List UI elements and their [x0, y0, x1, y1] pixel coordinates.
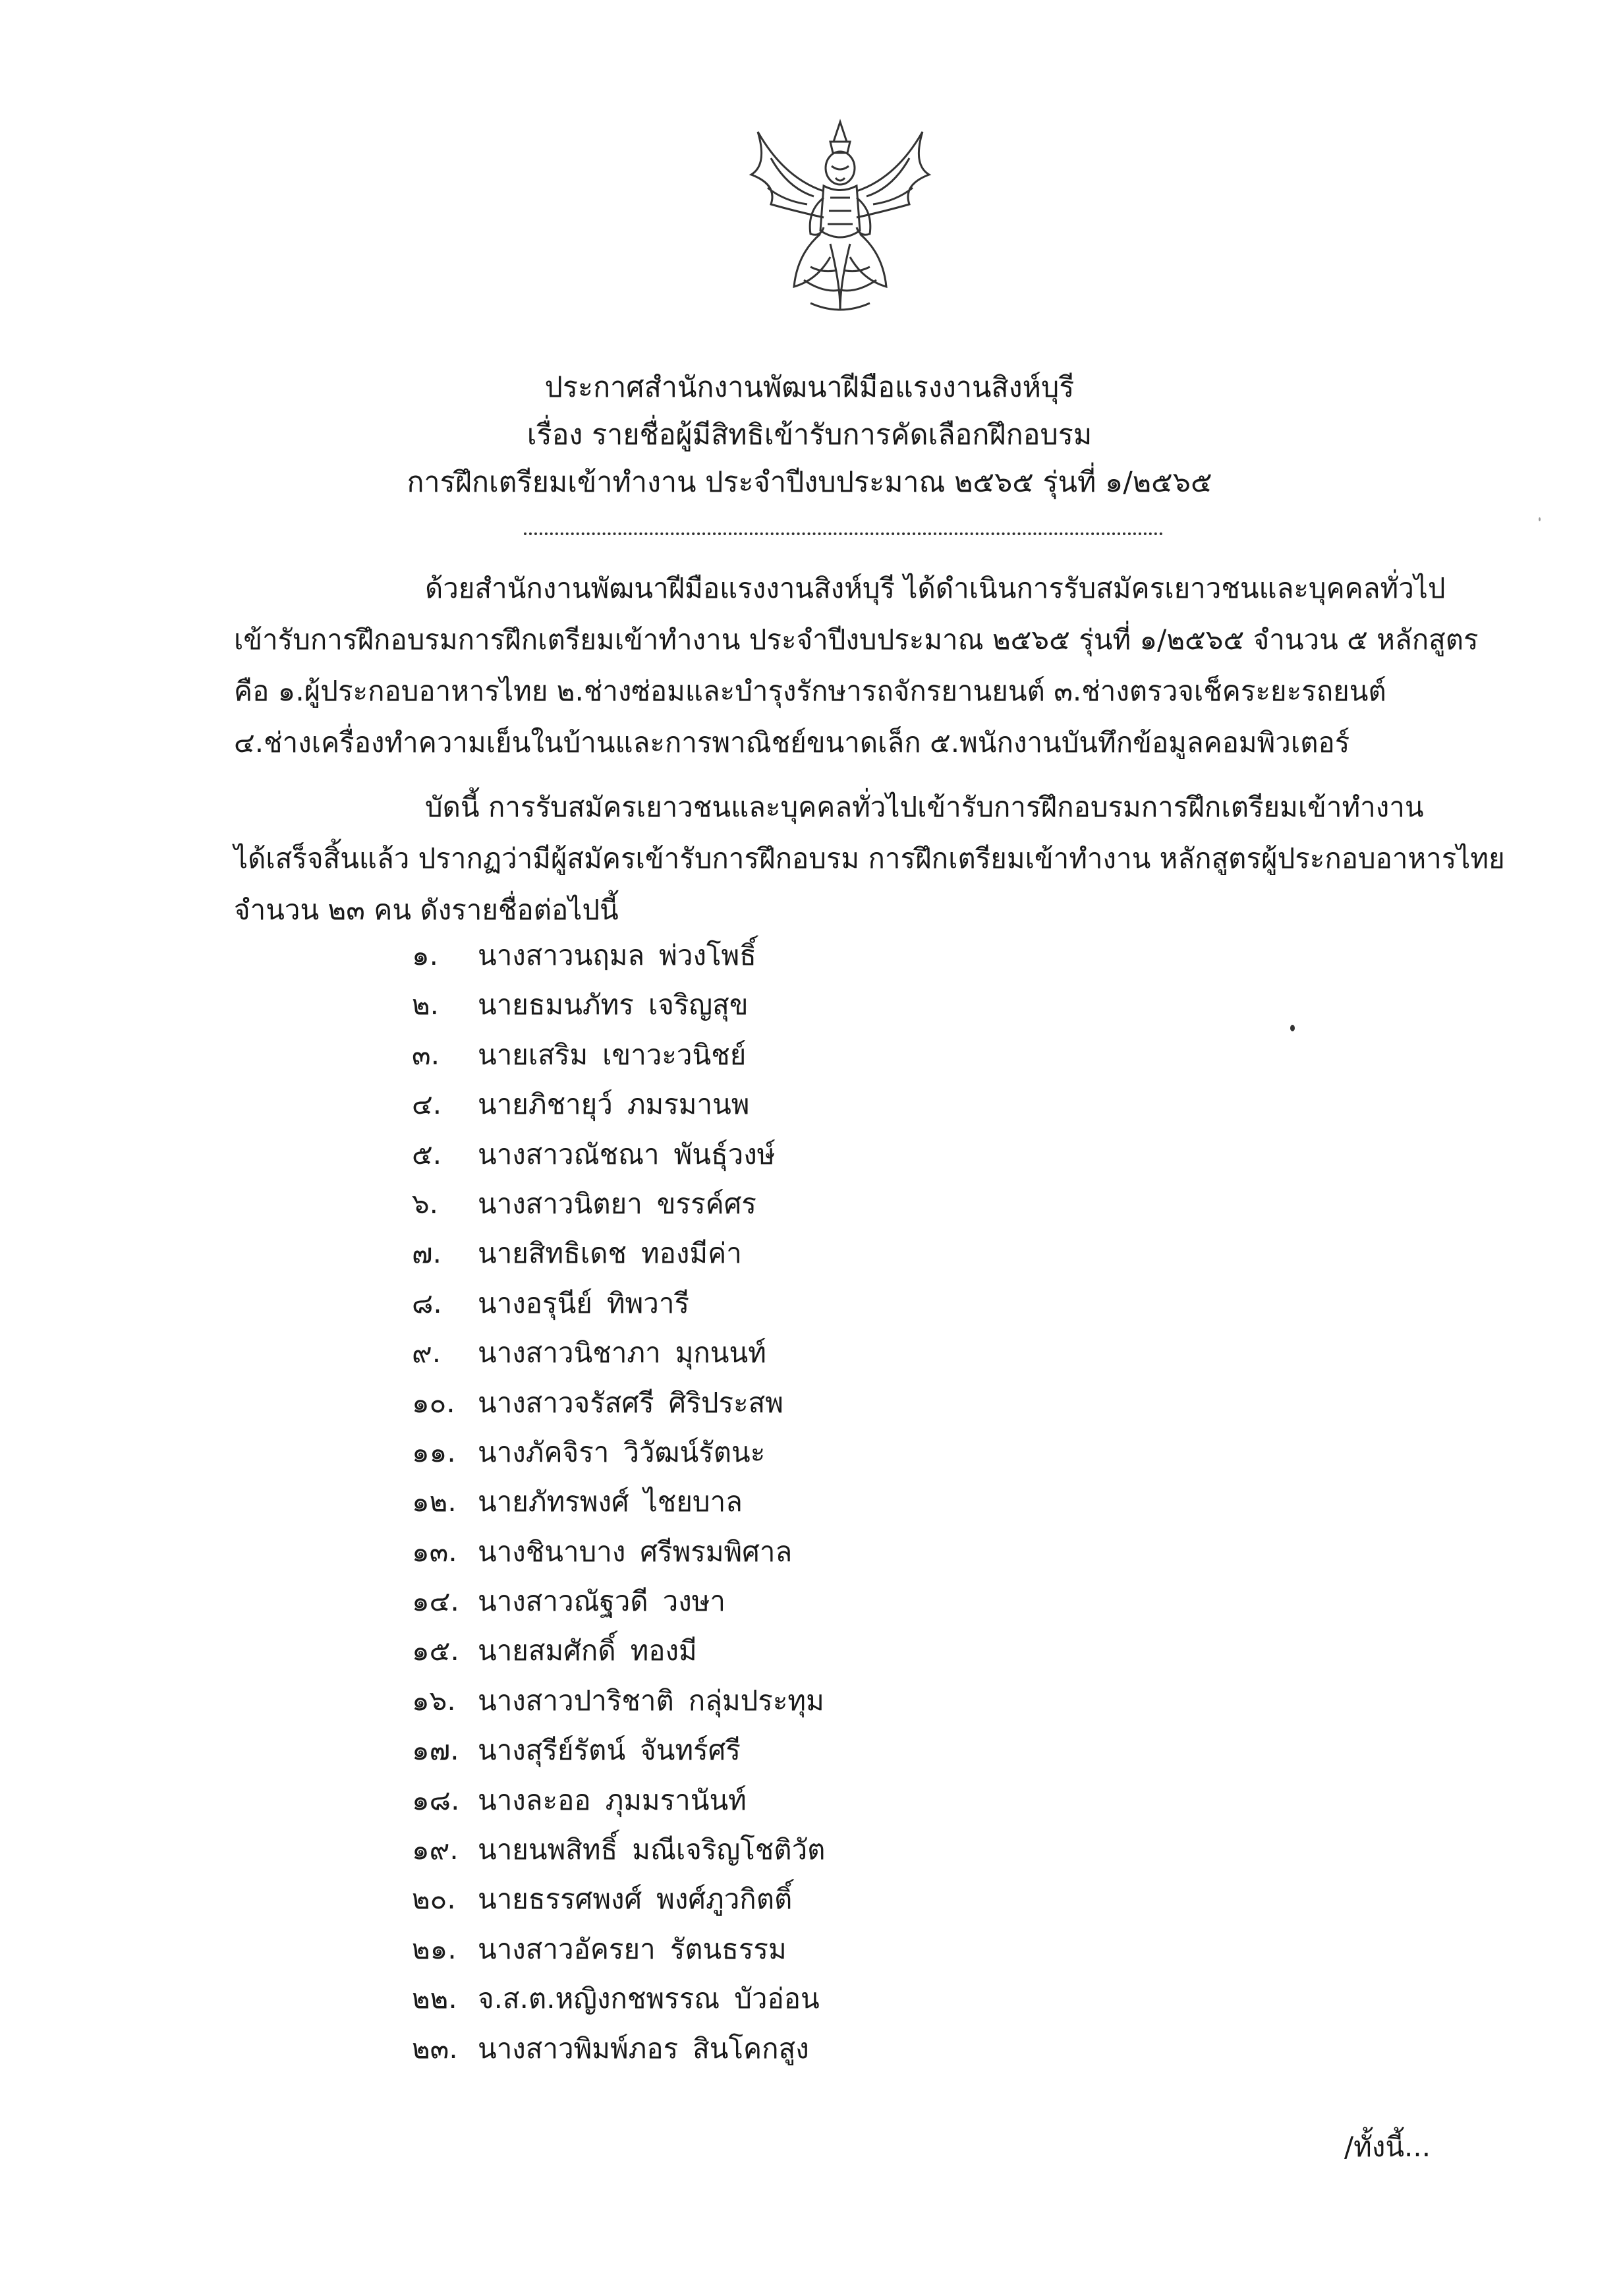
list-item-number: ๑๕.: [412, 1634, 459, 1667]
list-item-name: นางสาวนิชาภา: [478, 1336, 661, 1369]
paragraph-result: [234, 782, 1505, 936]
list-item-number: ๑.: [412, 939, 439, 971]
list-item-surname: พ่วงโพธิ์: [659, 939, 756, 971]
list-item-number: ๔.: [412, 1088, 442, 1121]
list-item-number: ๑๓.: [412, 1535, 457, 1568]
list-item-surname: พงศ์ภูวกิตติ์: [656, 1883, 793, 1916]
list-item-name: นายภัทรพงศ์: [478, 1485, 629, 1518]
paragraph-line: ๔.ช่างเครื่องทำความเย็นในบ้านและการพาณิชย์ขนาดเล็ก ๕.พนักงานบันทึกข้อมูลคอมพิวเตอร์: [234, 726, 1350, 759]
list-item-name: นายธรรศพงศ์: [478, 1883, 642, 1916]
list-item-surname: ทองมีค่า: [641, 1237, 742, 1270]
list-item-number: ๑๘.: [412, 1783, 460, 1816]
list-item: [412, 931, 825, 980]
list-item-surname: มณีเจริญโชติวัต: [632, 1833, 826, 1866]
list-item-name: นางภัคจิรา: [478, 1435, 610, 1468]
list-item-number: ๑๙.: [412, 1833, 459, 1866]
list-item: [412, 1030, 825, 1079]
paragraph-line: ได้เสร็จสิ้นแล้ว ปรากฏว่ามีผู้สมัครเข้ารับการฝึกอบรม การฝึกเตรียมเข้าทำงาน หลักสูตรผู้ประกอบอาหารไทย: [234, 842, 1505, 875]
list-item-name: นางอรุนีย์: [478, 1286, 592, 1319]
scan-speck: [1539, 517, 1541, 521]
dotted-divider: [524, 532, 1163, 535]
list-item: [412, 1527, 825, 1576]
list-item-surname: รัตนธรรม: [669, 1932, 787, 1965]
list-item-number: ๑๔.: [412, 1585, 459, 1618]
list-item-surname: จันทร์ศรี: [640, 1734, 741, 1767]
list-item-number: ๒.: [412, 989, 440, 1021]
list-item-surname: พันธุ์วงษ์: [673, 1137, 776, 1170]
list-item: [412, 1228, 825, 1278]
list-item-number: ๑๒.: [412, 1485, 457, 1518]
paragraph-intro: [234, 563, 1486, 768]
list-item-name: นางสุรีย์รัตน์: [478, 1734, 626, 1767]
list-item-number: ๘.: [412, 1286, 442, 1319]
list-item-surname: ขรรค์ศร: [656, 1187, 756, 1220]
list-item: [412, 1130, 825, 1179]
list-item-surname: เขาวะวนิชย์: [602, 1038, 747, 1071]
list-item-number: ๒๐.: [412, 1883, 456, 1916]
list-item-number: ๑๑.: [412, 1435, 456, 1468]
list-item-number: ๒๓.: [412, 2032, 458, 2065]
list-item-number: ๖.: [412, 1187, 439, 1220]
list-item: [412, 1775, 825, 1825]
list-item-name: นายนพสิทธิ์: [478, 1833, 618, 1866]
list-item: [412, 1874, 825, 1924]
list-item-surname: ภมรมานพ: [627, 1088, 750, 1121]
list-item-name: นายธมนภัทร: [478, 989, 634, 1021]
list-item-number: ๓.: [412, 1038, 440, 1071]
list-item-surname: ศรีพรมพิศาล: [640, 1535, 793, 1568]
paragraph-line: ด้วยสำนักงานพัฒนาฝีมือแรงงานสิงห์บุรี ได้ดำเนินการรับสมัครเยาวชนและบุคคลทั่วไป: [425, 572, 1446, 604]
list-item-surname: วงษา: [662, 1585, 725, 1618]
list-item-number: ๑๐.: [412, 1386, 455, 1419]
name-list: [412, 931, 825, 2073]
list-item: [412, 1676, 825, 1725]
list-item: [412, 1924, 825, 1974]
list-item-surname: ทิพวารี: [606, 1286, 690, 1319]
list-item-surname: สินโคกสูง: [693, 2032, 809, 2065]
list-item-name: จ.ส.ต.หญิงกชพรรณ: [478, 1982, 720, 2015]
garuda-emblem-icon: [731, 112, 949, 323]
paragraph-line: เข้ารับการฝึกอบรมการฝึกเตรียมเข้าทำงาน ประจำปีงบประมาณ ๒๕๖๕ รุ่นที่ ๑/๒๕๖๕ จำนวน ๕ หลักสูตร: [234, 623, 1479, 656]
announcement-subject: เรื่อง รายชื่อผู้มีสิทธิเข้ารับการคัดเลือกฝึกอบรม: [526, 418, 1093, 451]
list-item: [412, 1477, 825, 1526]
list-item-number: ๗.: [412, 1237, 441, 1270]
list-item-surname: ภุมมรานันท์: [605, 1783, 747, 1816]
list-item-name: นางชินาบาง: [478, 1535, 626, 1568]
list-item-name: นางสาวณัฐวดี: [478, 1585, 648, 1618]
announcement-program: การฝึกเตรียมเข้าทำงาน ประจำปีงบประมาณ ๒๕๖๕ รุ่นที่ ๑/๒๕๖๕: [407, 466, 1212, 499]
paragraph-line: คือ ๑.ผู้ประกอบอาหารไทย ๒.ช่างซ่อมและบำรุงรักษารถจักรยานยนต์ ๓.ช่างตรวจเช็คระยะรถยนต์: [234, 675, 1386, 707]
list-item-name: นางสาวณัชณา: [478, 1137, 660, 1170]
scan-speck: [1290, 1025, 1295, 1031]
list-item-name: นางสาวนิตยา: [478, 1187, 642, 1220]
list-item: [412, 1278, 825, 1328]
list-item-name: นางสาวนฤมล: [478, 939, 645, 971]
list-item: [412, 2024, 825, 2073]
list-item: [412, 1576, 825, 1626]
list-item-number: ๕.: [412, 1137, 442, 1170]
list-item: [412, 1079, 825, 1129]
list-item: [412, 1825, 825, 1874]
paragraph-line: จำนวน ๒๓ คน ดังรายชื่อต่อไปนี้: [234, 894, 619, 926]
list-item-number: ๒๒.: [412, 1982, 457, 2015]
list-item-name: นายภิชายุว์: [478, 1088, 613, 1121]
list-item: [412, 1974, 825, 2023]
list-item-name: นางสาวพิมพ์ภอร: [478, 2032, 679, 2065]
paragraph-line: บัดนี้ การรับสมัครเยาวชนและบุคคลทั่วไปเข้ารับการฝึกอบรมการฝึกเตรียมเข้าทำงาน: [425, 791, 1424, 823]
list-item-surname: เจริญสุข: [648, 989, 749, 1021]
list-item-surname: บัวอ่อน: [734, 1982, 820, 2015]
list-item-number: ๑๗.: [412, 1734, 459, 1767]
list-item: [412, 1378, 825, 1427]
list-item: [412, 980, 825, 1029]
list-item-name: นางสาวอัครยา: [478, 1932, 656, 1965]
list-item-surname: ศิริประสพ: [668, 1386, 783, 1419]
continued-marker: /ทั้งนี้...: [1344, 2131, 1431, 2163]
list-item: [412, 1328, 825, 1377]
list-item: [412, 1179, 825, 1228]
list-item-name: นายสิทธิเดช: [478, 1237, 627, 1270]
list-item-name: นายสมศักดิ์: [478, 1634, 616, 1667]
list-item-surname: มุกนนท์: [675, 1336, 766, 1369]
list-item-number: ๙.: [412, 1336, 441, 1369]
announcement-title: ประกาศสำนักงานพัฒนาฝีมือแรงงานสิงห์บุรี: [544, 371, 1075, 404]
list-item: [412, 1626, 825, 1675]
list-item-name: นางละออ: [478, 1783, 591, 1816]
list-item: [412, 1427, 825, 1477]
list-item-surname: ไชยบาล: [643, 1485, 743, 1518]
list-item-number: ๒๑.: [412, 1932, 457, 1965]
list-item-number: ๑๖.: [412, 1684, 456, 1717]
list-item: [412, 1725, 825, 1775]
list-item-name: นางสาวจรัสศรี: [478, 1386, 654, 1419]
list-item-surname: วิวัฒน์รัตนะ: [623, 1435, 766, 1468]
list-item-name: นางสาวปาริชาติ: [478, 1684, 674, 1717]
list-item-name: นายเสริม: [478, 1038, 588, 1071]
list-item-surname: ทองมี: [630, 1634, 697, 1667]
list-item-surname: กลุ่มประทุม: [688, 1684, 824, 1717]
